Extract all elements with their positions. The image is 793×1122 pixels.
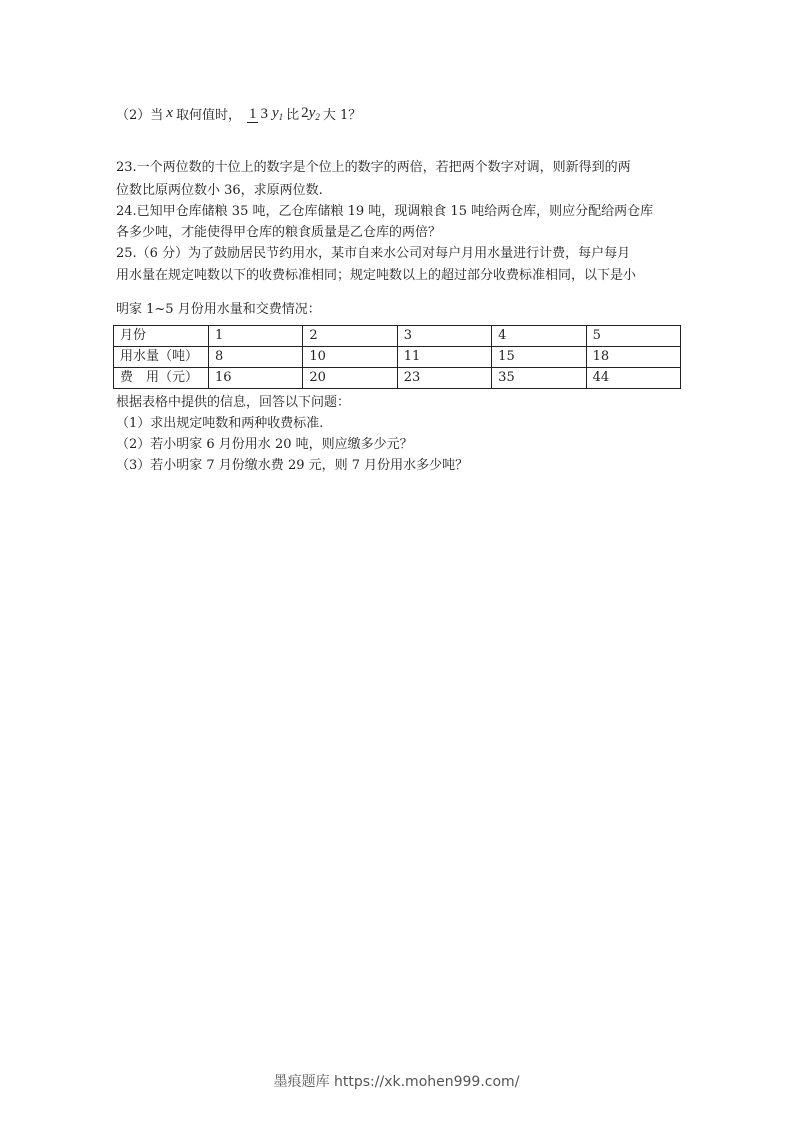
table-cell: 2 xyxy=(303,326,397,347)
table-cell: 3 xyxy=(397,326,491,347)
table-row xyxy=(114,347,681,368)
question-25-3: （3）若小明家 7 月份缴水费 29 元，则 7 月份用水多少吨？ xyxy=(116,458,469,473)
q23-line1: 23.一个两位数的十位上的数字是个位上的数字的两倍，若把两个数字对调，则新得到的两 xyxy=(116,160,631,175)
table-row xyxy=(114,326,681,347)
q22-prefix: （2）当 xyxy=(116,108,164,123)
table-cell: 15 xyxy=(492,347,586,368)
q23-line2: 位数比原两位数小 36，求原两位数. xyxy=(116,183,323,198)
coef-2: 2 xyxy=(301,105,309,121)
q24-line2: 各多少吨，才能使得甲仓库的粮食质量是乙仓库的两倍？ xyxy=(116,225,442,240)
q25-line1: 25.（6 分）为了鼓励居民节约用水，某市自来水公司对每户月用水量进行计费，每户每月 xyxy=(116,246,631,261)
after-table-intro: 根据表格中提供的信息，回答以下问题： xyxy=(116,395,351,410)
table-row xyxy=(114,368,681,389)
table-cell: 月份 xyxy=(114,326,209,347)
table-cell: 11 xyxy=(397,347,491,368)
subscript-1: 1 xyxy=(278,112,284,122)
table-cell: 用水量（吨） xyxy=(114,347,209,368)
q22-suffix: 大 1？ xyxy=(322,108,362,123)
var-y2 xyxy=(309,105,320,122)
footer-watermark: 墨痕题库 https://xk.mohen999.com/ xyxy=(273,1074,520,1090)
table-cell: 10 xyxy=(303,347,397,368)
subscript-2: 2 xyxy=(315,112,320,122)
table-cell: 8 xyxy=(209,347,303,368)
q24-line1: 24.已知甲仓库储粮 35 吨，乙仓库储粮 19 吨，现调粮食 15 吨给两仓库，则应分配给两仓库 xyxy=(116,204,654,219)
fraction-one-third xyxy=(247,105,270,123)
table-cell: 费 用（元） xyxy=(114,368,209,389)
var-y: y xyxy=(271,105,279,121)
table-cell: 20 xyxy=(303,368,397,389)
table-cell: 44 xyxy=(586,368,680,389)
table-cell: 1 xyxy=(209,326,303,347)
q22-mid: 取何值时， xyxy=(175,108,241,123)
table-cell: 23 xyxy=(397,368,491,389)
table-cell: 35 xyxy=(492,368,586,389)
q25-line3: 明家 1~5 月份用水量和交费情况： xyxy=(116,302,321,317)
q22-part2 xyxy=(116,104,361,148)
table-cell: 18 xyxy=(586,347,680,368)
q22-bi: 比 xyxy=(286,108,300,123)
table-cell: 4 xyxy=(492,326,586,347)
var-y-second: y xyxy=(308,105,316,121)
var-x: x xyxy=(166,105,173,121)
question-25-1: （1）求出规定吨数和两种收费标准. xyxy=(116,416,324,431)
var-y1 xyxy=(272,105,283,122)
table-cell: 5 xyxy=(586,326,680,347)
fraction-denominator: 3 xyxy=(260,105,268,122)
table-cell: 16 xyxy=(209,368,303,389)
question-25-2: （2）若小明家 6 月份用水 20 吨，则应缴多少元？ xyxy=(116,437,413,452)
q25-line2: 用水量在规定吨数以下的收费标准相同；规定吨数以上的超过部分收费标准相同，以下是小 xyxy=(116,268,637,283)
fraction-numerator: 1 xyxy=(248,105,257,122)
water-usage-table xyxy=(113,325,681,389)
